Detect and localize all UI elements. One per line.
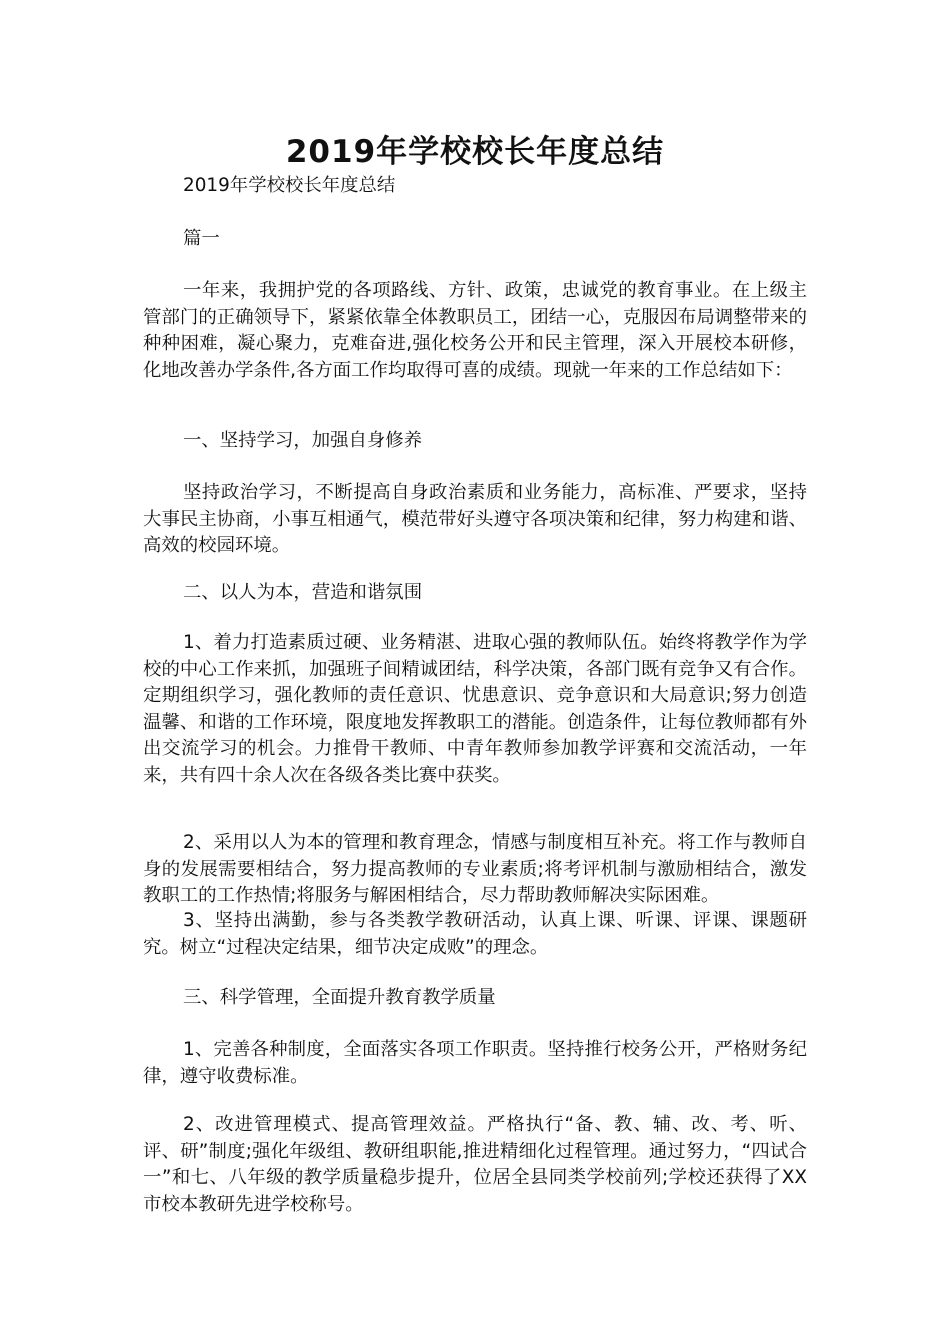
paragraph-intro: 一年来，我拥护党的各项路线、方针、政策，忠诚党的教育事业。在上级主管部门的正确领导下，紧紧依靠全体教职员工，团结一心，克服因布局调整带来的种种困难，凝心聚力，克难奋进,强化校务公开和民主管理，深入开展校本研修，化地改善办学条件,各方面工作均取得可喜的成绩。现就一年来的工作总结如下：	[143, 280, 807, 381]
document-subtitle: 2019年学校校长年度总结	[183, 175, 396, 196]
paragraph-management: 2、改进管理模式、提高管理效益。严格执行“备、教、辅、改、考、听、评、研”制度;强化年级组、教研组职能,推进精细化过程管理。通过努力，“四试合一”和七、八年级的教学质量稳步提升，位居全县同类学校前列;学校还获得了XX市校本教研先进学校称号。	[143, 1114, 807, 1215]
section-heading-1: 一、坚持学习，加强自身修养	[183, 430, 423, 451]
paragraph-people-oriented: 2、采用以人为本的管理和教育理念，情感与制度相互补充。将工作与教师自身的发展需要相结合，努力提高教师的专业素质;将考评机制与激励相结合，激发教职工的工作热情;将服务与解困相结合，尽力帮助教师解决实际困难。	[143, 832, 807, 906]
paragraph-attendance: 3、坚持出满勤，参与各类教学教研活动，认真上课、听课、评课、课题研究。树立“过程决定结果，细节决定成败”的理念。	[143, 910, 807, 958]
part-label: 篇一	[183, 228, 220, 249]
paragraph-systems: 1、完善各种制度，全面落实各项工作职责。坚持推行校务公开，严格财务纪律，遵守收费标准。	[143, 1039, 807, 1087]
section-heading-2: 二、以人为本，营造和谐氛围	[183, 582, 423, 603]
section-heading-3: 三、科学管理，全面提升教育教学质量	[183, 987, 496, 1008]
paragraph-teachers: 1、着力打造素质过硬、业务精湛、进取心强的教师队伍。始终将教学作为学校的中心工作来抓，加强班子间精诚团结，科学决策，各部门既有竞争又有合作。定期组织学习，强化教师的责任意识、忧患意识、竞争意识和大局意识;努力创造温馨、和谐的工作环境，限度地发挥教职工的潜能。创造条件，让每位教师都有外出交流学习的机会。力推骨干教师、中青年教师参加教学评赛和交流活动，一年来，共有四十余人次在各级各类比赛中获奖。	[143, 632, 807, 786]
document-title: 2019年学校校长年度总结	[285, 134, 665, 170]
paragraph-study: 坚持政治学习，不断提高自身政治素质和业务能力，高标准、严要求，坚持大事民主协商，小事互相通气，模范带好头遵守各项决策和纪律，努力构建和谐、高效的校园环境。	[143, 482, 807, 556]
